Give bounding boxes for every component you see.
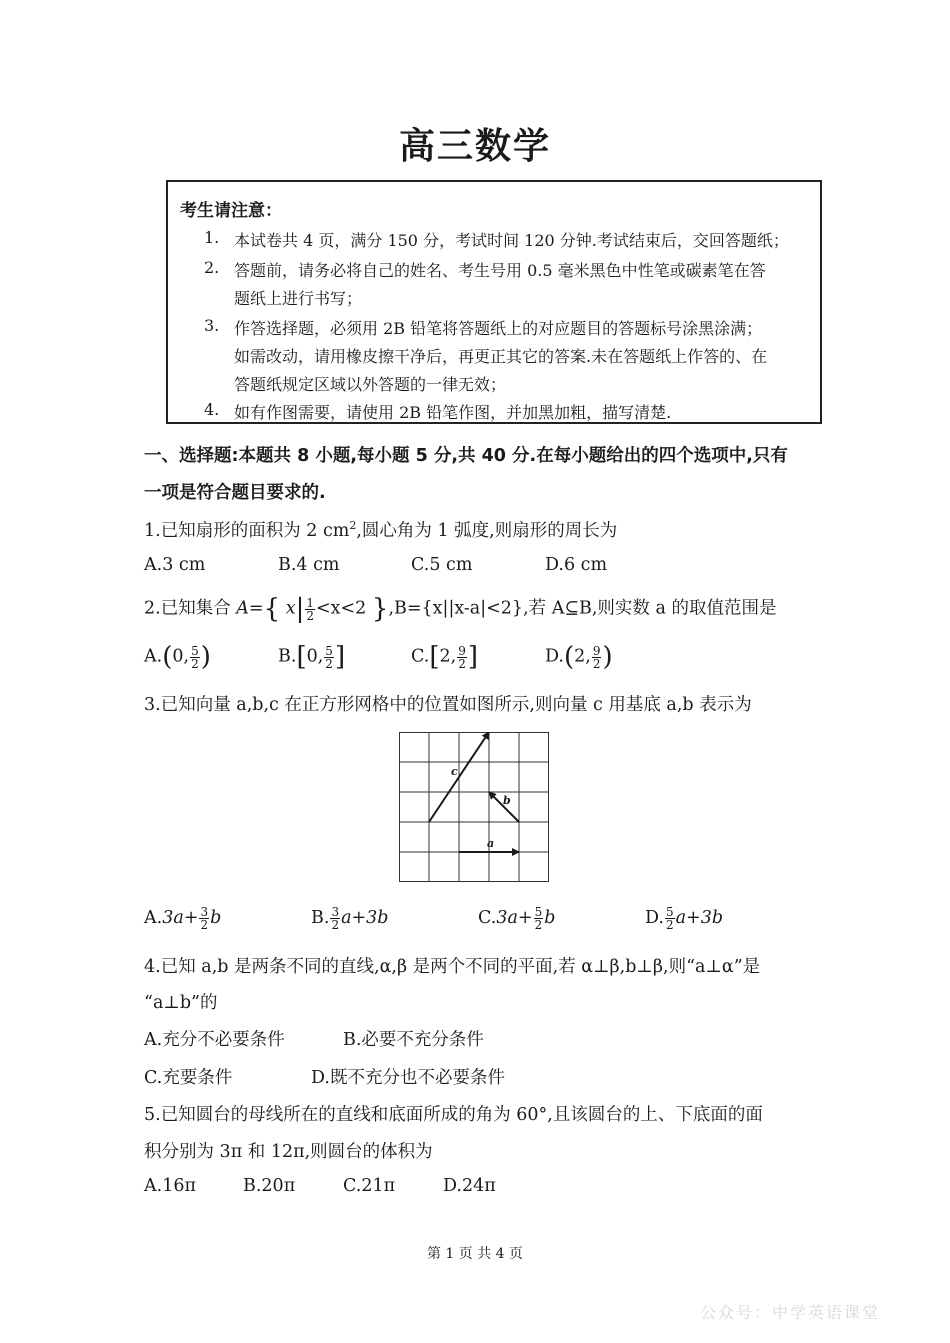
option-label: A. <box>144 646 163 667</box>
fraction-numerator: 5 <box>191 643 199 658</box>
superscript: 2 <box>349 519 357 533</box>
question-1 <box>144 517 617 542</box>
bracket: ( <box>162 642 173 672</box>
fraction-denominator: 2 <box>534 918 543 932</box>
question-4-continued: “a⊥b”的 <box>144 993 218 1013</box>
fraction-numerator: 9 <box>458 643 466 658</box>
notice-heading: 考生请注意： <box>180 201 282 221</box>
interval-start: 0, <box>172 646 190 667</box>
brace: { <box>263 594 281 624</box>
fraction <box>534 906 544 931</box>
question-text: ,B={x||x-a|<2},若 A⊆B,则实数 a 的取值范围是 <box>388 598 777 619</box>
bracket: ] <box>334 642 346 672</box>
vector-a-label: a <box>487 837 495 850</box>
expression: a+3b <box>675 908 724 928</box>
notice-item-line: 如需改动，请用橡皮擦干净后，再更正其它的答案.未在答题纸上作答的、在 <box>234 347 768 366</box>
notice-item-number: 2. <box>204 258 220 277</box>
expression: 3a+ <box>496 908 533 928</box>
fraction <box>324 645 334 670</box>
fraction <box>665 906 675 931</box>
option-d: D.6 cm <box>545 555 608 575</box>
bracket: [ <box>296 642 307 672</box>
option-b <box>311 906 389 931</box>
notice-item-line: 作答选择题，必须用 2B 铅笔将答题纸上的对应题目的答题标号涂黑涂满； <box>234 319 763 338</box>
option-label: C. <box>411 646 430 667</box>
bar: | <box>295 594 305 624</box>
question-text: ,圆心角为 1 弧度,则扇形的周长为 <box>356 521 618 541</box>
fraction <box>457 645 467 670</box>
fraction-denominator: 2 <box>592 656 601 671</box>
fraction <box>592 645 602 670</box>
expression: b <box>210 908 222 928</box>
section-heading: 一、选择题:本题共 8 小题,每小题 5 分,共 40 分.在每小题给出的四个选项中,只有 <box>144 446 788 466</box>
option-c: C.充要条件 <box>144 1068 233 1088</box>
bracket: ) <box>602 642 613 672</box>
notice-item-number: 1. <box>204 228 220 247</box>
option-label: D. <box>545 646 564 667</box>
fraction-numerator: 5 <box>325 643 333 658</box>
notice-box <box>166 180 822 424</box>
fraction-numerator: 5 <box>534 905 543 919</box>
brace: } <box>371 594 389 624</box>
option-a <box>144 906 221 931</box>
bracket: ( <box>563 642 575 672</box>
option-label: D. <box>645 908 664 928</box>
vector-b-label: b <box>503 794 511 807</box>
option-label: C. <box>478 908 497 928</box>
option-a <box>144 642 211 672</box>
question-4: 4.已知 a,b 是两条不同的直线,α,β 是两个不同的平面,若 α⊥β,b⊥β,则“a⊥α”是 <box>144 957 761 977</box>
question-5-continued: 积分别为 3π 和 12π,则圆台的体积为 <box>144 1142 433 1162</box>
interval-start: 2, <box>574 646 591 667</box>
fraction-numerator: 9 <box>592 643 601 658</box>
option-c <box>478 906 555 931</box>
page-title: 高三数学 <box>398 126 551 167</box>
option-b: B.4 cm <box>278 555 340 575</box>
option-c: C.5 cm <box>411 555 473 575</box>
option-c <box>411 642 478 672</box>
question-text: 1.已知扇形的面积为 2 cm <box>144 521 350 541</box>
option-b: B.必要不充分条件 <box>343 1030 484 1050</box>
question-3: 3.已知向量 a,b,c 在正方形网格中的位置如图所示,则向量 c 用基底 a,b 表示为 <box>144 695 752 715</box>
option-label: B. <box>278 646 297 667</box>
fraction-numerator: 3 <box>331 905 340 919</box>
option-label: B. <box>311 908 330 928</box>
question-5: 5.已知圆台的母线所在的直线和底面所成的角为 60°,且该圆台的上、下底面的面 <box>144 1105 763 1125</box>
bracket: [ <box>429 642 440 672</box>
option-b <box>278 642 345 672</box>
question-text: 2.已知集合 <box>144 598 237 619</box>
fraction-numerator: 5 <box>665 905 674 919</box>
notice-item-line: 答题前，请务必将自己的姓名、考生号用 0.5 毫米黑色中性笔或碳素笔在答 <box>234 261 766 280</box>
fraction-denominator: 2 <box>458 656 466 671</box>
fraction-denominator: 2 <box>200 918 209 932</box>
fraction-denominator: 2 <box>191 656 199 671</box>
vector-c-label: c <box>451 765 458 778</box>
fraction <box>199 906 209 931</box>
equals-sign: = <box>248 598 264 619</box>
set-symbol: A <box>236 598 249 619</box>
option-a: A.3 cm <box>144 555 206 575</box>
option-d: D.24π <box>443 1176 496 1196</box>
watermark: 公众号：中学英语课堂 <box>700 1303 881 1322</box>
fraction-denominator: 2 <box>665 918 674 932</box>
section-heading: 一项是符合题目要求的. <box>144 483 326 503</box>
fraction-denominator: 2 <box>306 608 314 623</box>
notice-item-number: 3. <box>204 316 220 335</box>
option-a: A.充分不必要条件 <box>144 1030 285 1050</box>
fraction <box>330 906 340 931</box>
fraction-denominator: 2 <box>325 656 333 671</box>
bracket: ) <box>200 642 211 672</box>
option-label: A. <box>144 908 163 928</box>
fraction-numerator: 1 <box>306 595 314 610</box>
option-b: B.20π <box>243 1176 296 1196</box>
page-footer: 第 1 页 共 4 页 <box>426 1246 524 1262</box>
notice-item-line: 本试卷共 4 页，满分 150 分，考试时间 120 分钟.考试结束后，交回答题纸； <box>234 231 789 250</box>
fraction <box>190 645 200 670</box>
option-d <box>545 642 613 672</box>
bracket: ] <box>467 642 478 672</box>
interval-start: 0, <box>306 646 324 667</box>
expression: 3a+ <box>162 908 199 928</box>
notice-item-line: 题纸上进行书写； <box>234 289 363 308</box>
vector-grid-figure <box>399 732 549 882</box>
notice-item-line: 答题纸规定区域以外答题的一律无效； <box>234 375 507 394</box>
fraction-denominator: 2 <box>331 918 340 932</box>
option-c: C.21π <box>343 1176 396 1196</box>
inequality: <x<2 <box>315 598 367 619</box>
interval-start: 2, <box>439 646 457 667</box>
option-a: A.16π <box>144 1176 196 1196</box>
expression: a+3b <box>341 908 389 928</box>
fraction <box>305 597 315 622</box>
question-2 <box>144 594 776 624</box>
variable: x <box>285 598 296 619</box>
notice-item-line: 如有作图需要，请使用 2B 铅笔作图，并加黑加粗，描写清楚. <box>234 403 672 422</box>
option-d: D.既不充分也不必要条件 <box>311 1068 505 1088</box>
fraction-numerator: 3 <box>200 905 209 919</box>
notice-item-number: 4. <box>204 400 220 419</box>
option-d <box>645 906 723 931</box>
expression: b <box>544 908 556 928</box>
